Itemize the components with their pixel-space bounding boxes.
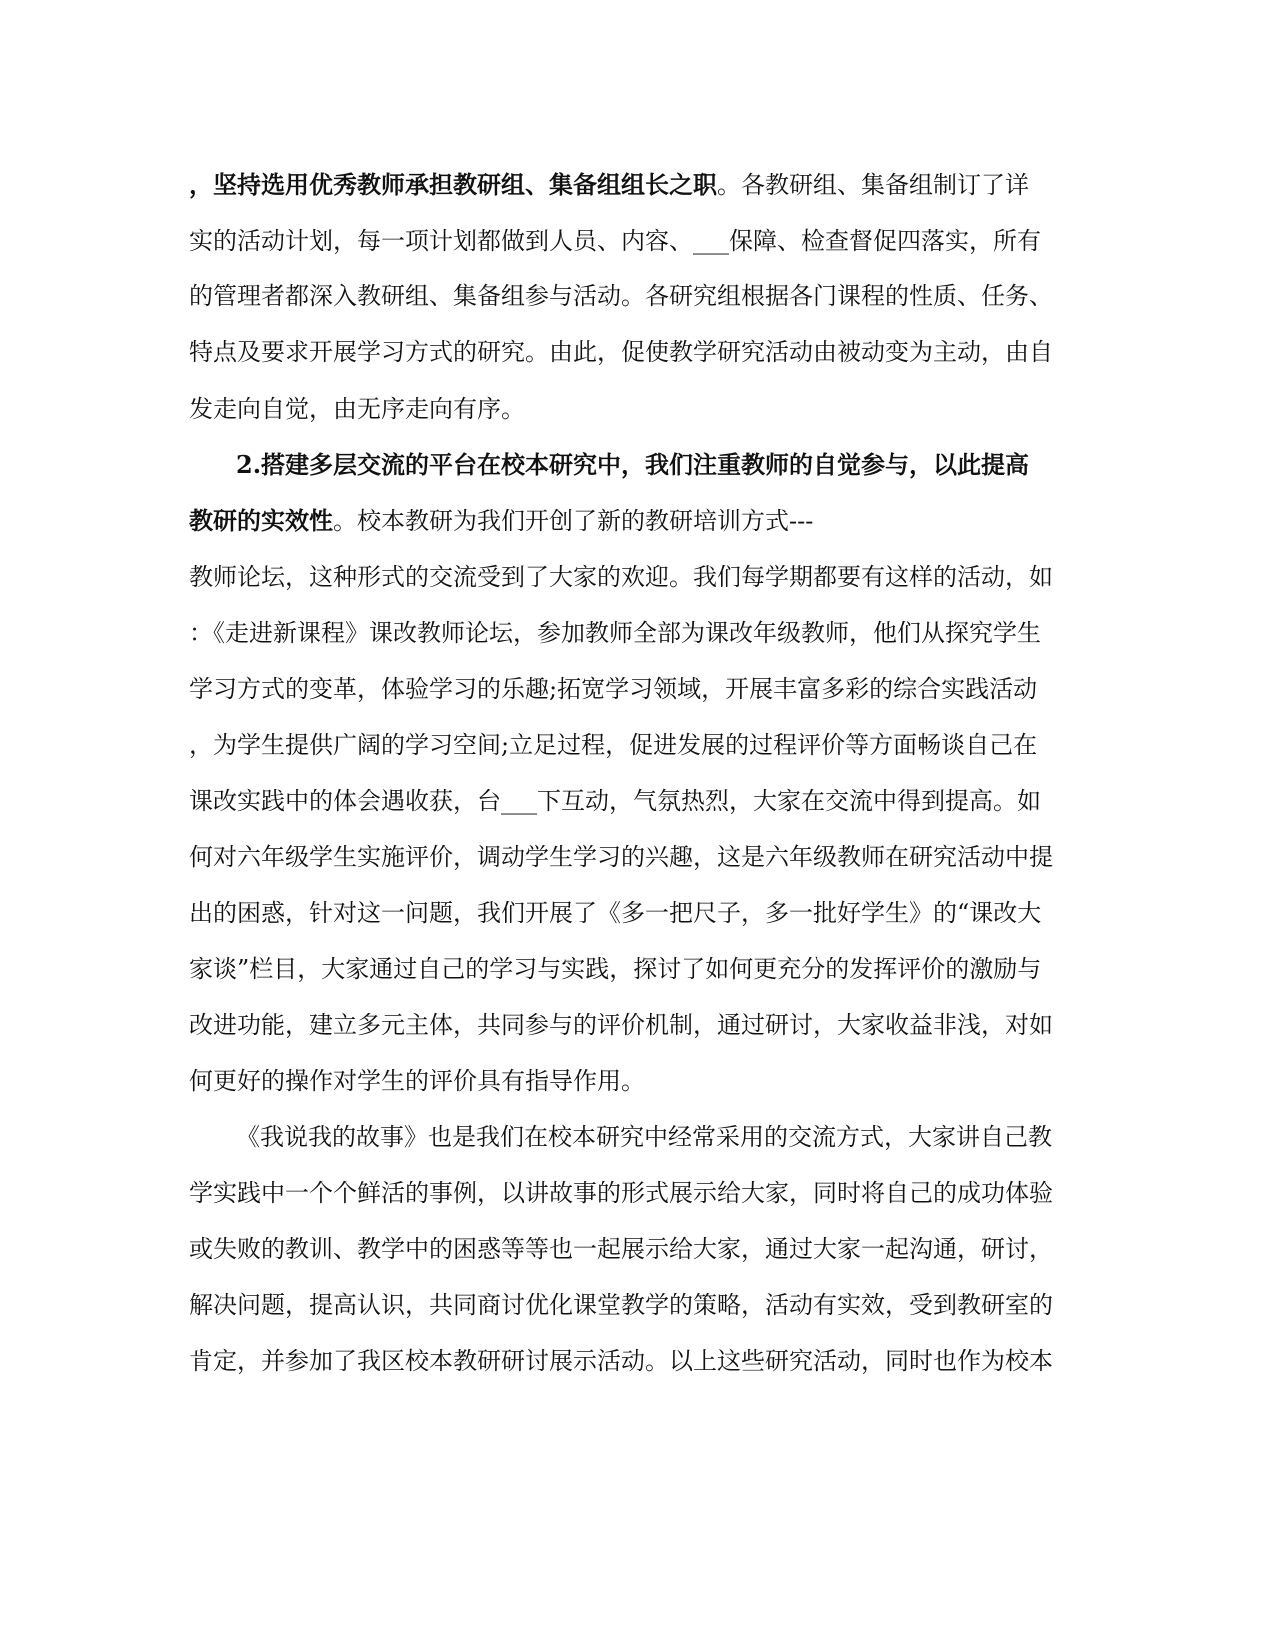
text-line xyxy=(189,1005,1089,1045)
text-line xyxy=(189,1285,1089,1325)
text-line xyxy=(189,1061,1089,1101)
body-text: 发走向自觉，由无序走向有序。 xyxy=(189,395,525,423)
text-line xyxy=(189,1173,1089,1213)
body-text: 。各教研组、集备组制订了详 xyxy=(717,171,1029,199)
body-text: 解决问题，提高认识，共同商讨优化课堂教学的策略，活动有实效，受到教研室的 xyxy=(189,1291,1053,1319)
body-text: 教师论坛，这种形式的交流受到了大家的欢迎。我们每学期都要有这样的活动，如 xyxy=(189,563,1053,591)
body-text: 家谈”栏目，大家通过自己的学习与实践，探讨了如何更充分的发挥评价的激励与 xyxy=(189,955,1042,983)
text-line xyxy=(189,669,1089,709)
text-line xyxy=(189,893,1089,933)
paragraph-first-line xyxy=(236,1117,1136,1157)
bold-text: ，坚持选用优秀教师承担教研组、集备组组长之职 xyxy=(189,170,717,199)
bold-text: 2.搭建多层交流的平台在校本研究中，我们注重教师的自觉参与，以此提高 xyxy=(236,450,1030,479)
body-text: 学实践中一个个鲜活的事例，以讲故事的形式展示给大家，同时将自己的成功体验 xyxy=(189,1179,1053,1207)
body-text: 学习方式的变革，体验学习的乐趣;拓宽学习领域，开展丰富多彩的综合实践活动 xyxy=(189,675,1038,703)
body-text: 。校本教研为我们开创了新的教研培训方式--- xyxy=(333,507,814,535)
text-line xyxy=(189,1229,1089,1269)
body-text: 出的困惑，针对这一问题，我们开展了《多一把尺子，多一批好学生》的“课改大 xyxy=(189,899,1042,927)
text-line xyxy=(189,725,1089,765)
text-line xyxy=(189,389,1089,429)
text-line xyxy=(189,332,1089,372)
text-line xyxy=(189,949,1089,989)
body-text: ，为学生提供广阔的学习空间;立足过程，促进发展的过程评价等方面畅谈自己在 xyxy=(189,731,1038,759)
body-text: 课改实践中的体会遇收获，台___下互动，气氛热烈，大家在交流中得到提高。如 xyxy=(189,787,1041,815)
text-line xyxy=(189,613,1089,653)
body-text: 改进功能，建立多元主体，共同参与的评价机制，通过研讨，大家收益非浅，对如 xyxy=(189,1011,1053,1039)
body-text: ：《走进新课程》课改教师论坛，参加教师全部为课改年级教师，他们从探究学生 xyxy=(189,619,1041,647)
body-text: 何更好的操作对学生的评价具有指导作用。 xyxy=(189,1067,645,1095)
bold-text: 教研的实效性 xyxy=(189,506,333,535)
text-line xyxy=(189,276,1089,316)
body-text: 或失败的教训、教学中的困惑等等也一起展示给大家，通过大家一起沟通，研讨， xyxy=(189,1235,1053,1263)
text-line xyxy=(189,501,1089,541)
body-text: 《我说我的故事》也是我们在校本研究中经常采用的交流方式，大家讲自己教 xyxy=(236,1123,1052,1151)
body-text: 何对六年级学生实施评价，调动学生学习的兴趣，这是六年级教师在研究活动中提 xyxy=(189,843,1053,871)
body-text: 肯定，并参加了我区校本教研研讨展示活动。以上这些研究活动，同时也作为校本 xyxy=(189,1347,1053,1375)
text-line xyxy=(189,165,1089,205)
text-line xyxy=(189,221,1089,261)
text-line xyxy=(189,557,1089,597)
body-text: 的管理者都深入教研组、集备组参与活动。各研究组根据各门课程的性质、任务、 xyxy=(189,282,1053,310)
text-line xyxy=(189,781,1089,821)
body-text: 实的活动计划，每一项计划都做到人员、内容、___保障、检查督促四落实，所有 xyxy=(189,227,1041,255)
body-text: 特点及要求开展学习方式的研究。由此，促使教学研究活动由被动变为主动，由自 xyxy=(189,338,1053,366)
section-heading-line xyxy=(236,445,1136,485)
text-line xyxy=(189,837,1089,877)
text-line xyxy=(189,1341,1089,1381)
